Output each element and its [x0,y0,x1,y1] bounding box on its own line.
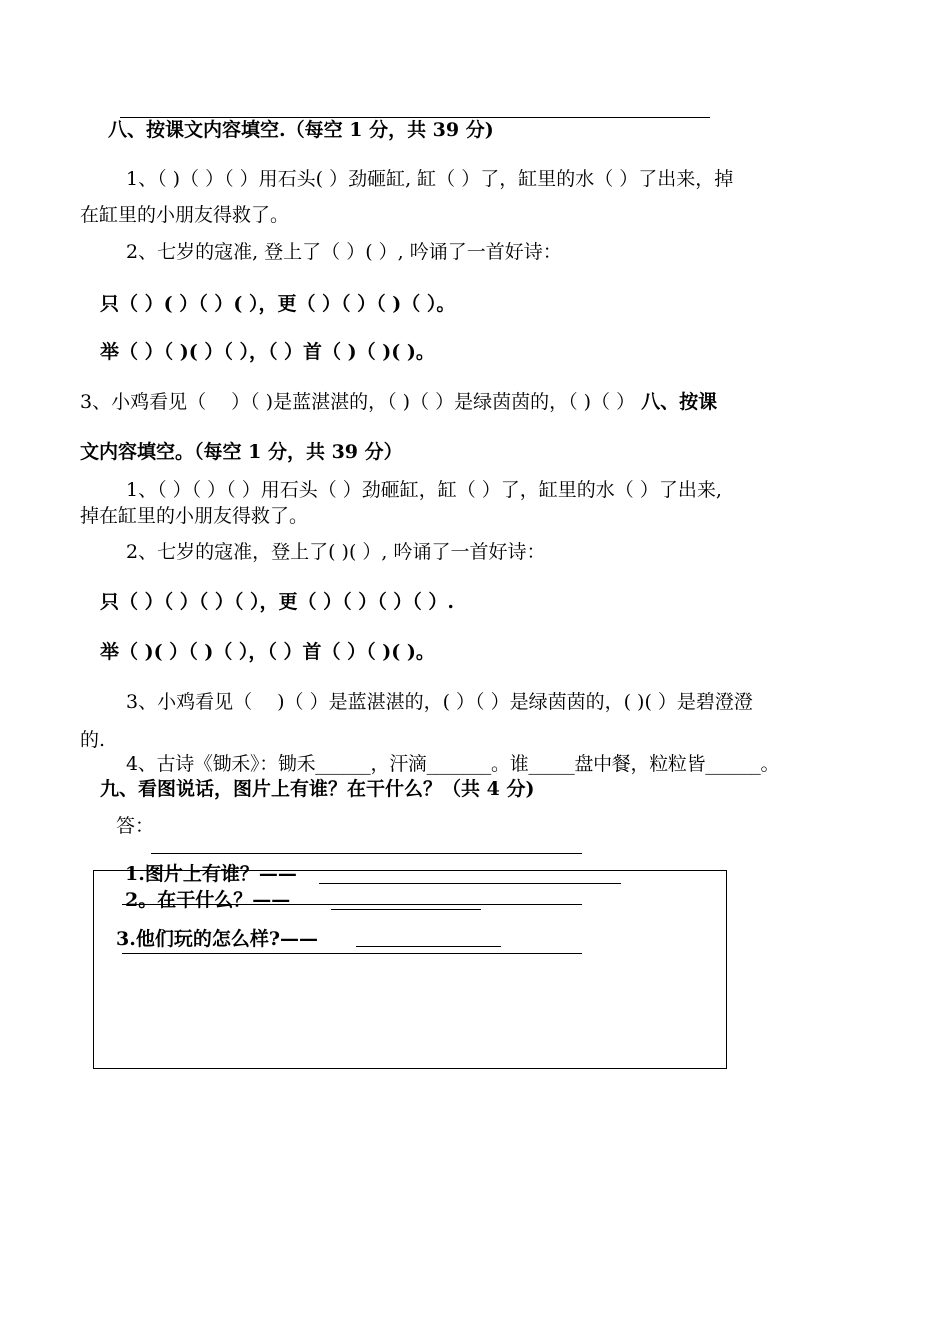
question-4: 4、古诗《锄禾》：锄禾______，汗滴_______。谁_____盘中餐，粒粒皆______。 [126,753,780,775]
poem-line-1: 只（ ）( ）（ ）( ），更（ ）（ ）（ )（ ）。 [100,293,456,315]
question-1b-line-1: 1、（ ）（ ）（ ）用石头（ ）劲砸缸，缸（ ）了，缸里的水（ ）了出来, [126,479,722,501]
box-question-3: 3.他们玩的怎么样?—— [116,928,318,950]
question-3-mixed-text: 3、小鸡看见（ ）（ )是蓝湛湛的，（ )（ ）是绿茵茵的，（ )（ ） [80,391,636,413]
section-8-title-continued: 文内容填空。（每空 1 分，共 39 分） [80,441,403,463]
poem-b-line-2: 举（ )( ）（ )（ ），（ ）首（ ）（ )( )。 [100,641,435,663]
box-answer-line-2 [331,909,481,910]
section-9-title: 九、看图说话，图片上有谁？在干什么？（共 4 分) [100,778,535,800]
question-3-mixed-bold: 八、按课 [641,391,718,413]
question-2: 2、七岁的寇准, 登上了（ ）( ）, 吟诵了一首好诗： [126,241,562,263]
box-strike-line-3 [122,953,582,954]
box-question-1: 1.图片上有谁？—— [125,863,297,885]
poem-b-line-1: 只（ ）（ ）（ ）（ ），更（ ）（ ）（ ）（ ）. [100,591,455,613]
question-2b: 2、七岁的寇准，登上了( )( ）, 吟诵了一首好诗： [126,541,546,563]
question-1-line-1: 1、（ )（ ）（ ）用石头( ）劲砸缸, 缸（ ）了，缸里的水（ ）了出来，掉 [126,168,734,190]
section-8-title: 八、按课文内容填空.（每空 1 分，共 39 分) [108,119,494,141]
question-1b-line-2: 掉在缸里的小朋友得救了。 [80,505,309,527]
question-3b-line-2: 的. [80,729,106,751]
box-answer-line-3 [356,946,501,947]
answer-label: 答： [116,815,155,837]
question-3-mixed [80,390,717,414]
poem-line-2: 举（ ）（ )( ）（ ），（ ）首（ )（ )( )。 [100,341,435,363]
box-question-2: 2。在干什么？—— [125,889,291,911]
answer-line [151,853,582,854]
question-3b-line-1: 3、小鸡看见（ )（ ）是蓝湛湛的，( ）（ ）是绿茵茵的，( )( ）是碧澄澄 [126,691,753,713]
box-strike-line-2 [122,904,582,905]
box-answer-line-1 [319,883,621,884]
question-1-line-2: 在缸里的小朋友得救了。 [80,204,290,226]
